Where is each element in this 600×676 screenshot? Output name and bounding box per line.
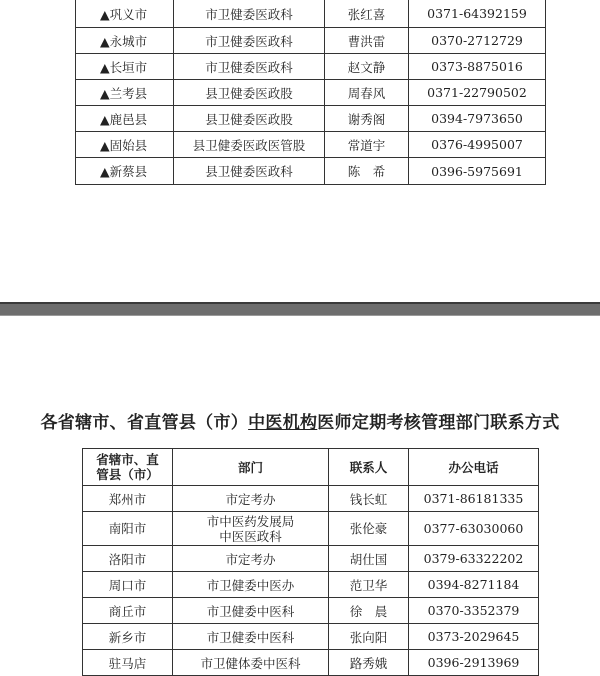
contact-cell: 赵文静 [325, 54, 409, 80]
dept-cell: 市卫健委医政科 [174, 0, 325, 28]
city-cell: ▲永城市 [76, 28, 174, 54]
header-city-line2: 管县（市） [96, 467, 159, 482]
table-header-row [83, 449, 539, 486]
city-cell: ▲兰考县 [76, 80, 174, 106]
phone-cell: 0370-3352379 [409, 598, 539, 624]
table-row [76, 106, 546, 132]
dept-cell: 市卫健体委中医科 [173, 650, 329, 676]
city-cell: 驻马店 [83, 650, 173, 676]
table-row [76, 158, 546, 185]
table-row [83, 512, 539, 546]
city-cell: 洛阳市 [83, 546, 173, 572]
table-row [76, 80, 546, 106]
table-row [83, 650, 539, 676]
contact-cell: 徐 晨 [329, 598, 409, 624]
phone-cell: 0396-2913969 [409, 650, 539, 676]
contact-cell: 张伦豪 [329, 512, 409, 546]
phone-cell: 0371-22790502 [409, 80, 546, 106]
city-cell: 新乡市 [83, 624, 173, 650]
table-row [76, 54, 546, 80]
city-cell: ▲巩义市 [76, 0, 174, 28]
contact-cell: 张向阳 [329, 624, 409, 650]
city-cell: 商丘市 [83, 598, 173, 624]
dept-cell: 市卫健委中医科 [173, 598, 329, 624]
tcm-contact-table [82, 448, 539, 676]
contact-cell: 钱长虹 [329, 486, 409, 512]
dept-cell: 市定考办 [173, 546, 329, 572]
phone-cell: 0373-2029645 [409, 624, 539, 650]
phone-cell: 0376-4995007 [409, 132, 546, 158]
dept-line1: 市中医药发展局 [206, 513, 295, 529]
dept-cell: 县卫健委医政股 [174, 106, 325, 132]
contact-cell: 常道宇 [325, 132, 409, 158]
contact-cell: 陈 希 [325, 158, 409, 185]
dept-cell: 县卫健委医政科 [174, 158, 325, 185]
dept-cell: 市定考办 [173, 486, 329, 512]
contact-cell: 范卫华 [329, 572, 409, 598]
city-cell: ▲鹿邑县 [76, 106, 174, 132]
contact-cell: 张红喜 [325, 0, 409, 28]
contact-cell: 曹洪雷 [325, 28, 409, 54]
dept-cell: 市卫健委中医办 [173, 572, 329, 598]
phone-cell: 0371-64392159 [409, 0, 546, 28]
header-contact: 联系人 [329, 449, 409, 486]
city-cell: ▲长垣市 [76, 54, 174, 80]
phone-cell: 0396-5975691 [409, 158, 546, 185]
document-title [0, 408, 600, 433]
dept-line2: 中医医政科 [219, 528, 282, 544]
title-prefix: 各省辖市、省直管县（市） [40, 413, 249, 433]
table-row [76, 28, 546, 54]
phone-cell: 0394-7973650 [409, 106, 546, 132]
dept-cell: 县卫健委医政医管股 [174, 132, 325, 158]
page-break [0, 302, 600, 316]
contact-table-continued [75, 0, 546, 185]
header-dept: 部门 [173, 449, 329, 486]
title-emphasis: 中医机构 [248, 413, 318, 433]
table-row [76, 132, 546, 158]
city-cell: ▲固始县 [76, 132, 174, 158]
city-cell: 郑州市 [83, 486, 173, 512]
city-cell: ▲新蔡县 [76, 158, 174, 185]
city-cell: 南阳市 [83, 512, 173, 546]
header-city-line1: 省辖市、直 [96, 452, 159, 467]
contact-cell: 路秀娥 [329, 650, 409, 676]
phone-cell: 0394-8271184 [409, 572, 539, 598]
phone-cell: 0379-63322202 [409, 546, 539, 572]
dept-cell: 县卫健委医政股 [174, 80, 325, 106]
header-city [83, 449, 173, 486]
phone-cell: 0370-2712729 [409, 28, 546, 54]
table-row [83, 572, 539, 598]
phone-cell: 0377-63030060 [409, 512, 539, 546]
contact-cell: 胡仕国 [329, 546, 409, 572]
dept-cell [173, 512, 329, 546]
table-row [76, 0, 546, 28]
table-row [83, 624, 539, 650]
table-row [83, 546, 539, 572]
contact-cell: 谢秀阁 [325, 106, 409, 132]
header-phone: 办公电话 [409, 449, 539, 486]
phone-cell: 0371-86181335 [409, 486, 539, 512]
dept-cell: 市卫健委中医科 [173, 624, 329, 650]
dept-cell: 市卫健委医政科 [174, 28, 325, 54]
phone-cell: 0373-8875016 [409, 54, 546, 80]
document-page-1 [0, 0, 600, 302]
table-row [83, 486, 539, 512]
title-suffix: 医师定期考核管理部门联系方式 [317, 413, 560, 433]
table-row [83, 598, 539, 624]
city-cell: 周口市 [83, 572, 173, 598]
contact-cell: 周春风 [325, 80, 409, 106]
dept-cell: 市卫健委医政科 [174, 54, 325, 80]
